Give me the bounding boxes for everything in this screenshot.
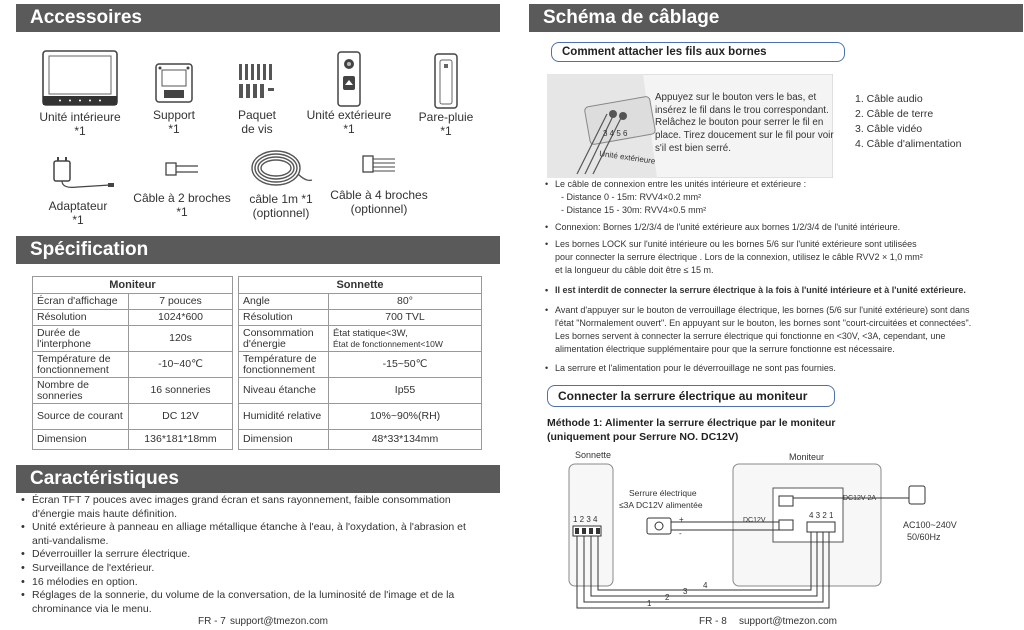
accessory-label: Adaptateur xyxy=(48,199,108,213)
spec-value: 120s xyxy=(129,326,233,352)
spec-value: État de fonctionnement<10W xyxy=(333,338,443,349)
monitor-terminals-label: 4 3 2 1 xyxy=(809,511,834,520)
feature-item: • Unité extérieure à panneau en alliage métallique étanche à l'eau, à l'oxydation, à l'abrasion et anti-vandalisme. xyxy=(20,521,480,548)
cable-list xyxy=(855,92,962,152)
cable-list-item: 2. Câble de terre xyxy=(855,108,934,120)
features-header: Caractéristiques xyxy=(16,465,500,493)
accessory-qty: *1 xyxy=(440,124,452,138)
minus-sign: - xyxy=(679,529,682,538)
accessory-label: Câble à 2 broches xyxy=(133,191,231,205)
spec-label: Niveau étanche xyxy=(239,378,329,404)
cable-list-item: 1. Câble audio xyxy=(855,93,923,105)
dc12v-2a-label: DC12V 2A xyxy=(843,495,877,502)
monitor-terminal-block xyxy=(807,522,835,532)
footer-page-number: FR - 8 xyxy=(699,616,727,627)
lock-icon xyxy=(647,518,671,534)
accessory-label: Unité extérieure xyxy=(306,108,392,122)
accessory-adapter xyxy=(30,155,126,227)
plus-sign: + xyxy=(679,515,684,524)
accessory-label: Unité intérieure xyxy=(39,110,121,124)
cable-list-item: 3. Câble vidéo xyxy=(855,123,923,135)
wiring-bullet: • Les bornes LOCK sur l'unité intérieure ou les bornes 5/6 sur l'unité extérieure sont utilisées xyxy=(555,238,917,251)
spec-label: Source de courant xyxy=(33,404,129,430)
accessory-label: Support xyxy=(152,108,196,122)
distance-note: - Distance 15 - 30m: RVV4×0.5 mm² xyxy=(561,205,707,215)
monitor-icon xyxy=(40,48,120,110)
feature-item: • 16 mélodies en option. xyxy=(20,576,480,590)
spec-label: Consommation d'énergie xyxy=(239,326,329,352)
cable-coil-icon xyxy=(246,146,316,192)
monitor-header: Moniteur xyxy=(33,277,233,294)
spec-value: 48*33*134mm xyxy=(329,430,482,450)
spec-label: Nombre de sonneries xyxy=(33,378,129,404)
wiring-bullet-cont: l'état "Normalement ouvert". En appuyant sur le bouton, les bornes sont "court-circuitées et connectées". xyxy=(555,318,972,328)
accessory-outdoor-unit xyxy=(300,50,398,136)
spec-value: Ip55 xyxy=(329,378,482,404)
accessory-label: Pare-pluie xyxy=(418,110,474,124)
screws-icon xyxy=(234,60,280,108)
lock-power-label: ≤3A DC12V alimentée xyxy=(619,500,703,510)
wire-number: 4 xyxy=(703,581,708,590)
spec-label: Résolution xyxy=(33,310,129,326)
spec-value: 1024*600 xyxy=(129,310,233,326)
doorbell-icon xyxy=(334,50,364,108)
bell-header: Sonnette xyxy=(239,277,482,294)
terminal-unit-label: Unité extérieure xyxy=(598,149,656,166)
accessory-qty: (optionnel) xyxy=(350,202,408,216)
spec-value: 16 sonneries xyxy=(129,378,233,404)
wiring-bullet-cont: Les bornes servent à connecter la serrure électrique qui fonctionne en <30V, <3A, cependant, une xyxy=(555,331,946,341)
rain-cover-icon xyxy=(431,52,461,110)
attach-wires-title: Comment attacher les fils aux bornes xyxy=(551,42,845,62)
feature-item: • Écran TFT 7 pouces avec images grand écran et sans rayonnement, faible consommation d'énergie mais haute définition. xyxy=(20,494,480,521)
accessory-qty: *1 xyxy=(176,205,188,219)
spec-value: 700 TVL xyxy=(329,310,482,326)
method-line: Méthode 1: Alimenter la serrure électrique par le moniteur xyxy=(547,417,836,429)
spec-label: Dimension xyxy=(239,430,329,450)
lock-label: Serrure électrique xyxy=(629,488,697,498)
wiring-warning: • Il est interdit de connecter la serrure électrique à la fois à l'unité intérieure et à l'unité extérieure. xyxy=(555,284,966,297)
footer-email: support@tmezon.com xyxy=(739,616,837,627)
right-page xyxy=(523,0,1024,630)
attach-instructions: Appuyez sur le bouton vers le bas, et insérez le fil dans le trou correspondant. Relâchez le bouton pour serrer le fil en place. Tirez doucement sur le fil pour voir s'il est bien serré. xyxy=(655,92,834,154)
accessory-two-pin-cable xyxy=(126,155,238,219)
wiring-bullet-cont: et la longueur du câble doit être ≤ 15 m. xyxy=(555,265,714,275)
spec-value: -10~40℃ xyxy=(129,352,233,378)
spec-label: Durée de l'interphone xyxy=(33,326,129,352)
method-title xyxy=(547,416,835,444)
spec-value: -15~50℃ xyxy=(329,352,482,378)
accessory-rain-cover xyxy=(408,52,484,138)
wiring-bullet: • Connexion: Bornes 1/2/3/4 de l'unité extérieure aux bornes 1/2/3/4 de l'unité intérieure. xyxy=(555,221,900,234)
accessories-header: Accessoires xyxy=(16,4,500,32)
spec-value: 7 pouces xyxy=(129,294,233,310)
lock-connection-title: Connecter la serrure électrique au moniteur xyxy=(547,385,835,407)
specification-header: Spécification xyxy=(16,236,500,264)
accessory-qty: (optionnel) xyxy=(252,206,310,220)
spec-label: Angle xyxy=(239,294,329,310)
accessory-qty: de vis xyxy=(241,122,273,136)
spec-label: Humidité relative xyxy=(239,404,329,430)
wire-number: 3 xyxy=(683,587,688,596)
monitor-label: Moniteur xyxy=(789,452,825,462)
adapter-icon xyxy=(38,155,118,195)
feature-item: • Surveillance de l'extérieur. xyxy=(20,562,480,576)
feature-item: • Déverrouiller la serrure électrique. xyxy=(20,548,480,562)
spec-value-power xyxy=(329,326,482,352)
wiring-bullet: • Avant d'appuyer sur le bouton de verrouillage électrique, les bornes (5/6 sur l'unité extérieure) sont dans xyxy=(555,304,970,317)
wiring-bullet-cont: pour connecter la serrure électrique . Lors de la connexion, utilisez le câble RVV2 × 1,0 mm² xyxy=(555,252,923,262)
lock-terminal xyxy=(779,520,793,530)
accessory-qty: *1 xyxy=(343,122,355,136)
accessory-indoor-unit xyxy=(30,48,130,138)
spec-value: 136*181*18mm xyxy=(129,430,233,450)
accessory-four-pin-cable xyxy=(326,152,432,216)
method-line: (uniquement pour Serrure NO. DC12V) xyxy=(547,431,739,443)
accessory-label: Paquet xyxy=(237,108,277,122)
footer-page-number: FR - 7 xyxy=(198,616,226,627)
wiring-bullet: • La serrure et l'alimentation pour le déverrouillage ne sont pas fournies. xyxy=(555,362,836,375)
accessory-label: câble 1m *1 xyxy=(249,192,313,206)
wiring-bullet: • Le câble de connexion entre les unités intérieure et extérieure : xyxy=(555,178,806,191)
spec-label: Écran d'affichage xyxy=(33,294,129,310)
terminal-numbers: 3 4 5 6 xyxy=(603,129,628,138)
adapter-icon xyxy=(909,486,925,504)
accessory-bracket xyxy=(138,60,210,136)
spec-label: Température de fonctionnement xyxy=(33,352,129,378)
wire-number: 1 xyxy=(647,599,652,608)
dc12v-label: DC12V xyxy=(743,517,766,524)
spec-value: DC 12V xyxy=(129,404,233,430)
accessory-qty: *1 xyxy=(72,213,84,227)
ac-freq-label: 50/60Hz xyxy=(907,532,941,542)
accessory-cable-coil xyxy=(240,146,322,220)
spec-label: Dimension xyxy=(33,430,129,450)
ac-label: AC100~240V xyxy=(903,520,957,530)
distance-note: - Distance 0 - 15m: RVV4×0.2 mm² xyxy=(561,192,702,202)
cable-list-item: 4. Câble d'alimentation xyxy=(855,138,962,150)
accessory-label: Câble à 4 broches xyxy=(330,188,428,202)
two-pin-cable-icon xyxy=(162,155,202,185)
wiring-bullet-cont: alimentation électrique supplémentaire pour que la serrure fonctionne est nécessaire. xyxy=(555,344,895,354)
wire-number: 2 xyxy=(665,593,670,602)
spec-value: 80° xyxy=(329,294,482,310)
spec-label: Résolution xyxy=(239,310,329,326)
accessory-screws xyxy=(224,60,290,136)
spec-value: 10%~90%(RH) xyxy=(329,404,482,430)
footer-email: support@tmezon.com xyxy=(230,616,328,627)
wiring-header: Schéma de câblage xyxy=(529,4,1023,32)
feature-item: • Réglages de la sonnerie, du volume de la conversation, de la luminosité de l'image et de la chrominance via le menu. xyxy=(20,589,480,616)
spec-value: État statique<3W, xyxy=(333,327,408,339)
spec-label: Température de fonctionnement xyxy=(239,352,329,378)
four-pin-cable-icon xyxy=(359,152,399,178)
power-terminal xyxy=(779,496,793,506)
features-list xyxy=(20,494,480,616)
spec-table xyxy=(32,276,482,450)
bell-terminals-label: 1 2 3 4 xyxy=(573,515,598,524)
accessory-qty: *1 xyxy=(168,122,180,136)
lock-wiring-diagram xyxy=(553,448,993,616)
accessory-qty: *1 xyxy=(74,124,86,138)
bracket-icon xyxy=(150,60,198,108)
bell-label: Sonnette xyxy=(575,450,612,460)
